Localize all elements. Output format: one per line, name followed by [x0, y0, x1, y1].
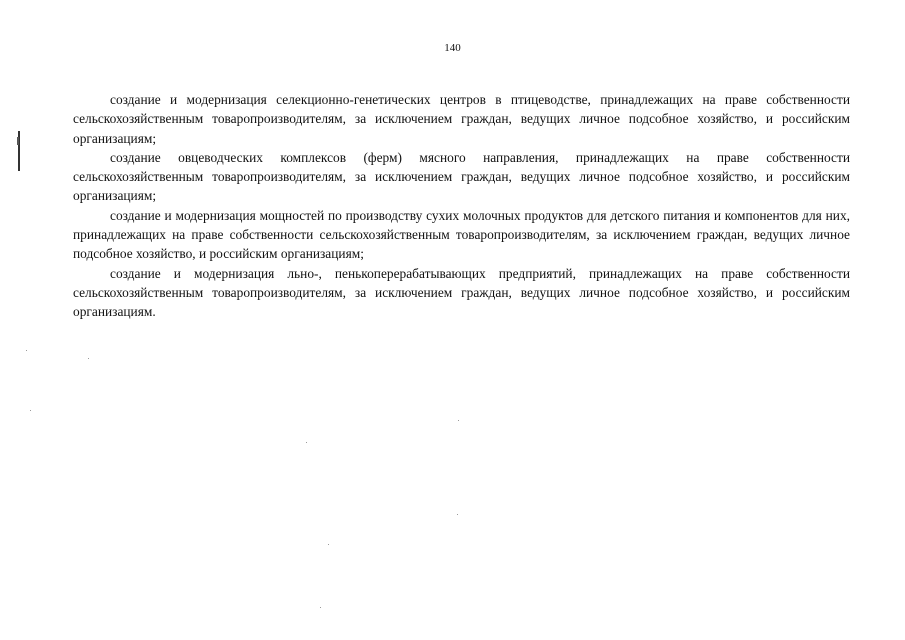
scan-speck	[306, 442, 307, 443]
scan-speck	[328, 544, 329, 545]
scan-speck	[26, 350, 27, 351]
paragraph-dry-milk-production: создание и модернизация мощностей по производству сухих молочных продуктов для детского питания и компонентов для них, принадлежащих на праве собственности сельскохозяйственным товаропроизводителям, за исключением граждан, ведущих личное подсобное хозяйство, и российским организациям;	[73, 207, 850, 262]
paragraph-poultry-breeding-centers: создание и модернизация селекционно-генетических центров в птицеводстве, принадлежащих на праве собственности сельскохозяйственным товаропроизводителям, за исключением граждан, ведущих личное подсобное хозяйство, и российским организациям;	[73, 92, 850, 146]
page-number: 140	[444, 42, 461, 54]
scan-speck	[320, 607, 321, 608]
paragraph-flax-hemp-processing: создание и модернизация льно-, пенькоперерабатывающих предприятий, принадлежащих на праве собственности сельскохозяйственным товаропроизводителям, за исключением граждан, ведущих личное подсобное хозяйство, и российским организациям.	[73, 265, 850, 320]
document-body	[73, 90, 850, 322]
scan-speck	[30, 410, 31, 411]
scan-speck	[457, 514, 458, 515]
margin-scan-mark	[18, 131, 20, 171]
scan-speck	[458, 420, 459, 421]
paragraph-sheep-farms: создание овцеводческих комплексов (ферм) мясного направления, принадлежащих на праве собственности сельскохозяйственным товаропроизводителям, за исключением граждан, ведущих личное подсобное хозяйство, и российским организациям;	[73, 149, 850, 204]
scan-speck	[88, 358, 89, 359]
